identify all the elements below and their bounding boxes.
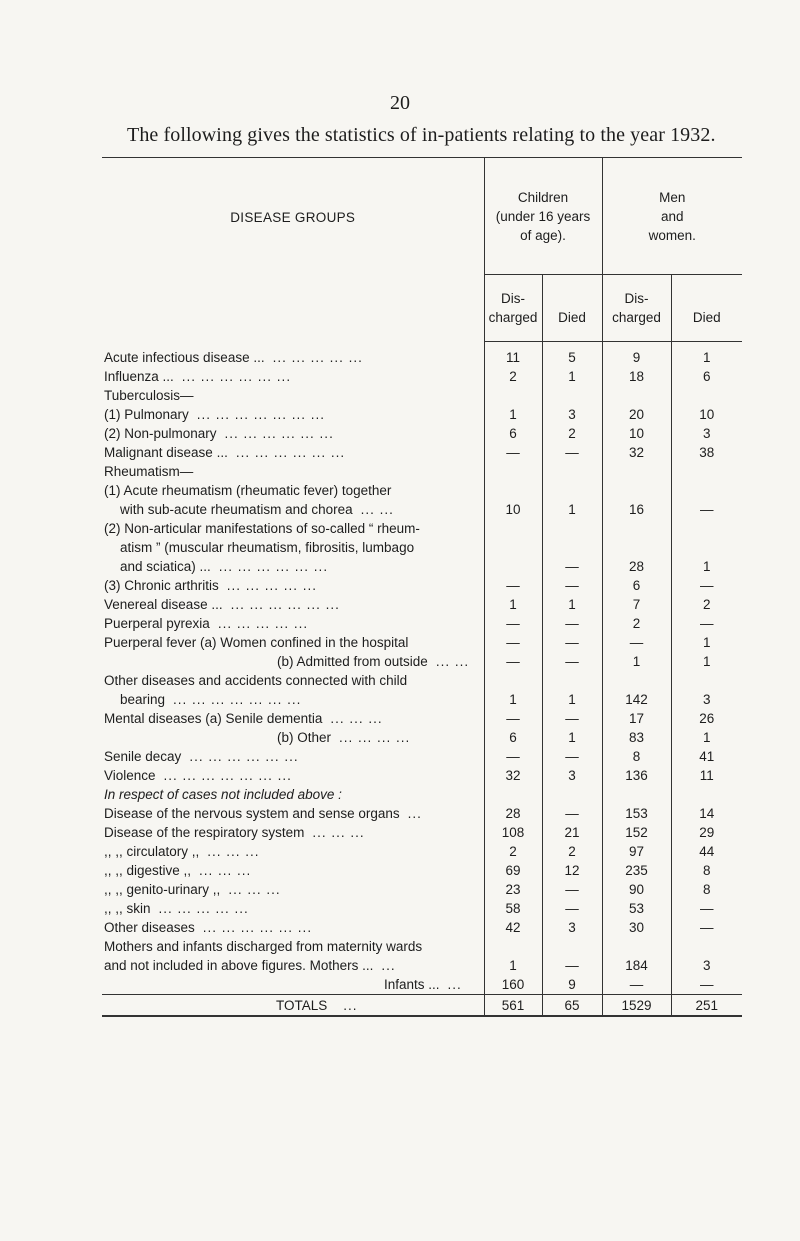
cell-adults-died: — [671,614,742,633]
cell-adults-died: 1 [671,633,742,652]
cell-adults-discharged: 1 [602,652,671,671]
row-leader-dots: ... ... ... [199,863,252,878]
cell-children-discharged [484,785,542,804]
table-row [102,462,742,481]
cell-adults-discharged: 136 [602,766,671,785]
cell-children-died: — [542,614,602,633]
row-label: and not included in above figures. Mothers ... [104,958,374,973]
cell-adults-died: — [671,500,742,519]
cell-children-discharged [484,462,542,481]
cell-children-died [542,785,602,804]
table-row [102,766,742,785]
cell-adults-died: 3 [671,424,742,443]
total-adults-died: 251 [671,995,742,1017]
row-leader-dots: ... ... ... ... ... [158,901,249,916]
row-leader-dots: ... ... ... ... ... ... ... [196,407,326,422]
cell-adults-died: 8 [671,861,742,880]
row-label: ,, ,, circulatory ,, [104,844,200,859]
cell-adults-discharged [602,519,671,538]
row-label-cell [102,614,484,633]
row-label: Puerperal fever (a) Women confined in the hospital [104,635,409,650]
cell-children-died: — [542,576,602,595]
row-label-cell [102,975,484,995]
cell-children-discharged [484,557,542,576]
row-leader-dots: ... ... ... ... ... ... [202,920,313,935]
intro-text: The following gives the statistics of in-patients relating to the year 1932. [127,124,716,146]
cell-adults-died: — [671,576,742,595]
header-adults-discharged [602,275,671,342]
cell-children-died: 2 [542,424,602,443]
cell-adults-died: 10 [671,405,742,424]
totals-row [102,995,742,1017]
cell-children-discharged: — [484,747,542,766]
row-label-cell [102,785,484,804]
row-label: (1) Acute rheumatism (rheumatic fever) together [104,483,392,498]
header-adults-discharged-line2: charged [612,309,661,325]
row-leader-dots: ... ... [360,502,394,517]
row-label-cell [102,576,484,595]
table-row [102,595,742,614]
row-label: Violence [104,768,156,783]
cell-children-died: 1 [542,367,602,386]
cell-children-died: 12 [542,861,602,880]
cell-children-died: 1 [542,690,602,709]
header-children-line1: Children [517,189,569,205]
cell-adults-died: — [671,918,742,937]
header-children-died-label: Died [558,309,586,325]
cell-adults-discharged: 18 [602,367,671,386]
row-leader-dots: ... ... ... [207,844,260,859]
row-label: (2) Non-pulmonary [104,426,217,441]
row-leader-dots: ... ... ... [228,882,281,897]
cell-adults-died [671,937,742,956]
cell-children-discharged: 1 [484,956,542,975]
row-leader-dots: ... ... [435,654,470,669]
table-row [102,614,742,633]
header-adults-discharged-line1: Dis- [624,290,649,306]
table-row [102,424,742,443]
cell-adults-discharged: 28 [602,557,671,576]
cell-adults-discharged: 235 [602,861,671,880]
total-children-discharged: 561 [484,995,542,1017]
cell-adults-died [671,462,742,481]
cell-children-died: — [542,633,602,652]
cell-adults-discharged [602,538,671,557]
row-label: ,, ,, skin [104,901,151,916]
cell-children-died: 21 [542,823,602,842]
row-label: Mental diseases (a) Senile dementia [104,711,323,726]
row-label: Rheumatism— [104,464,194,479]
row-leader-dots: ... [381,958,396,973]
cell-children-discharged: 108 [484,823,542,842]
cell-children-died [542,519,602,538]
row-leader-dots: ... ... ... ... ... ... [235,445,346,460]
header-adults-group [602,158,742,275]
table-row [102,519,742,538]
cell-children-died: — [542,956,602,975]
table-row [102,481,742,500]
cell-children-died [542,937,602,956]
cell-children-discharged: 32 [484,766,542,785]
table-row [102,538,742,557]
table-row [102,918,742,937]
header-adults-died [671,275,742,342]
cell-adults-died: — [671,975,742,995]
row-label-cell [102,804,484,823]
row-leader-dots: ... ... ... [312,825,365,840]
cell-children-discharged: — [484,633,542,652]
cell-adults-discharged [602,481,671,500]
cell-adults-discharged [602,386,671,405]
cell-children-discharged: — [484,614,542,633]
table-row [102,386,742,405]
cell-adults-died: 3 [671,690,742,709]
cell-adults-discharged: 32 [602,443,671,462]
cell-children-discharged: — [484,576,542,595]
cell-adults-died: 41 [671,747,742,766]
cell-children-discharged [484,538,542,557]
row-label: ,, ,, digestive ,, [104,863,192,878]
cell-adults-discharged [602,937,671,956]
cell-adults-died: 29 [671,823,742,842]
row-label-cell [102,538,484,557]
cell-children-discharged: 160 [484,975,542,995]
cell-children-discharged [484,481,542,500]
row-label-cell [102,557,484,576]
cell-adults-died: 1 [671,728,742,747]
row-label-cell [102,652,484,671]
cell-children-discharged: 2 [484,842,542,861]
cell-adults-discharged: 30 [602,918,671,937]
row-label: Other diseases and accidents connected with child [104,673,408,688]
cell-adults-discharged: 17 [602,709,671,728]
table-row [102,576,742,595]
cell-adults-died [671,785,742,804]
row-label-cell [102,766,484,785]
row-label-cell [102,899,484,918]
table-row [102,861,742,880]
row-label: Senile decay [104,749,182,764]
row-label: In respect of cases not included above : [104,787,342,802]
cell-children-discharged: 23 [484,880,542,899]
cell-children-discharged: — [484,443,542,462]
cell-adults-died: 44 [671,842,742,861]
row-leader-dots: ... ... ... ... ... ... [181,369,292,384]
table-row [102,842,742,861]
cell-adults-discharged: 9 [602,342,671,368]
cell-children-died [542,462,602,481]
cell-children-died: 3 [542,766,602,785]
cell-adults-discharged: 83 [602,728,671,747]
cell-children-died: — [542,709,602,728]
cell-adults-died: 14 [671,804,742,823]
cell-adults-discharged [602,671,671,690]
cell-children-discharged: 6 [484,424,542,443]
header-children-line3: of age). [520,227,566,243]
cell-children-discharged: — [484,652,542,671]
row-leader-dots: ... ... ... ... ... ... [218,559,329,574]
cell-adults-died: 38 [671,443,742,462]
cell-adults-discharged: 97 [602,842,671,861]
cell-adults-discharged: 153 [602,804,671,823]
row-label-cell [102,842,484,861]
row-label: Acute infectious disease ... [104,349,265,365]
cell-adults-died: 2 [671,595,742,614]
row-label-cell [102,861,484,880]
table-row [102,899,742,918]
row-label-cell [102,405,484,424]
cell-children-died: 1 [542,500,602,519]
cell-children-died [542,538,602,557]
totals-label-cell [102,995,484,1017]
cell-children-died: 1 [542,728,602,747]
row-label-cell [102,386,484,405]
row-label: (3) Chronic arthritis [104,578,219,593]
cell-children-discharged [484,937,542,956]
cell-children-died: — [542,443,602,462]
table-row [102,367,742,386]
cell-children-died [542,671,602,690]
cell-children-died: — [542,899,602,918]
row-label: (b) Other [277,730,332,745]
cell-children-died [542,481,602,500]
table-row [102,975,742,995]
cell-adults-died: 1 [671,557,742,576]
cell-adults-died [671,519,742,538]
cell-adults-discharged: 10 [602,424,671,443]
cell-children-died: — [542,652,602,671]
cell-adults-discharged: — [602,975,671,995]
row-label-cell [102,918,484,937]
row-label-cell [102,671,484,690]
totals-leader-dots: ... [343,997,358,1013]
row-label: Disease of the respiratory system [104,825,305,840]
cell-children-died: 9 [542,975,602,995]
table-row [102,823,742,842]
table-row [102,342,742,368]
cell-adults-discharged: 2 [602,614,671,633]
row-leader-dots: ... ... ... ... ... ... ... [163,768,292,783]
row-leader-dots: ... ... ... ... [339,730,411,745]
cell-children-discharged: 28 [484,804,542,823]
row-leader-dots: ... ... ... ... ... [226,578,318,593]
row-label: Venereal disease ... [104,597,223,612]
row-label-cell [102,937,484,956]
cell-children-died: — [542,747,602,766]
cell-children-discharged: — [484,709,542,728]
row-label: (b) Admitted from outside [277,654,428,669]
row-leader-dots: ... ... ... ... ... [217,616,309,631]
table-row [102,633,742,652]
row-label-cell [102,880,484,899]
header-disease-groups: DISEASE GROUPS [102,158,484,342]
header-children-discharged-line1: Dis- [501,290,525,306]
row-label: ,, ,, genito-urinary ,, [104,882,221,897]
inpatient-statistics-table [102,157,742,1017]
row-label-cell [102,342,484,368]
row-leader-dots: ... ... ... ... ... ... [224,426,334,441]
cell-adults-died [671,386,742,405]
row-label: Infants ... [384,977,440,992]
cell-children-died: — [542,557,602,576]
row-label: Mothers and infants discharged from maternity wards [104,939,423,954]
row-leader-dots: ... [407,806,422,821]
row-label: and sciatica) ... [120,559,211,574]
row-label-cell [102,519,484,538]
row-label: Puerperal pyrexia [104,616,210,631]
cell-adults-discharged: 152 [602,823,671,842]
cell-children-died [542,386,602,405]
cell-children-died: — [542,880,602,899]
cell-children-discharged: 58 [484,899,542,918]
row-label-cell [102,709,484,728]
cell-adults-discharged: 184 [602,956,671,975]
page-number: 20 [390,92,410,114]
table-row [102,405,742,424]
table-row [102,785,742,804]
cell-adults-discharged [602,462,671,481]
cell-adults-died: — [671,899,742,918]
cell-adults-died [671,671,742,690]
header-adults-line3: women. [648,227,696,243]
cell-adults-died: 11 [671,766,742,785]
row-leader-dots: ... ... ... ... ... ... ... [173,692,302,707]
cell-children-discharged: 1 [484,595,542,614]
cell-adults-died: 1 [671,652,742,671]
total-adults-discharged: 1529 [602,995,671,1017]
cell-children-discharged: 2 [484,367,542,386]
table-row [102,500,742,519]
cell-children-died: 2 [542,842,602,861]
cell-children-died: 3 [542,405,602,424]
cell-adults-died: 8 [671,880,742,899]
cell-children-discharged: 1 [484,690,542,709]
cell-adults-discharged: 90 [602,880,671,899]
cell-children-discharged: 1 [484,405,542,424]
row-label: Tuberculosis— [104,388,194,403]
table-row [102,747,742,766]
cell-adults-died: 6 [671,367,742,386]
cell-adults-discharged: 20 [602,405,671,424]
row-label: atism ” (muscular rheumatism, fibrositis, lumbago [120,540,415,555]
cell-adults-discharged: 142 [602,690,671,709]
cell-children-discharged: 42 [484,918,542,937]
cell-children-died: 3 [542,918,602,937]
row-label: with sub-acute rheumatism and chorea [120,502,353,517]
row-label-cell [102,728,484,747]
row-label-cell [102,500,484,519]
row-leader-dots: ... ... ... [330,711,383,726]
table-row [102,690,742,709]
table-row [102,443,742,462]
table-row [102,652,742,671]
header-children-line2: (under 16 years [495,208,591,224]
cell-adults-discharged: 16 [602,500,671,519]
cell-children-discharged: 6 [484,728,542,747]
cell-adults-died: 26 [671,709,742,728]
row-leader-dots: ... ... ... ... ... [272,349,363,365]
table-row [102,880,742,899]
table-header [102,158,742,342]
header-adults-line1: Men [659,189,686,205]
cell-adults-discharged [602,785,671,804]
row-label: (1) Pulmonary [104,407,189,422]
header-adults-line2: and [660,208,684,224]
totals-label: TOTALS [276,997,328,1013]
table-row [102,557,742,576]
cell-children-discharged: 10 [484,500,542,519]
row-leader-dots: ... ... ... ... ... ... [230,597,340,612]
cell-children-died: 5 [542,342,602,368]
table-body [102,342,742,1017]
row-label-cell [102,424,484,443]
cell-adults-discharged: 53 [602,899,671,918]
cell-adults-died [671,481,742,500]
header-children-died [542,275,602,342]
cell-children-discharged: 69 [484,861,542,880]
row-label-cell [102,595,484,614]
cell-children-discharged [484,386,542,405]
total-children-died: 65 [542,995,602,1017]
cell-adults-discharged: 6 [602,576,671,595]
cell-children-died: 1 [542,595,602,614]
table-row [102,956,742,975]
row-label-cell [102,462,484,481]
table-row [102,804,742,823]
header-adults-died-label: Died [692,309,721,325]
row-label: Other diseases [104,920,195,935]
cell-adults-died [671,538,742,557]
row-label: (2) Non-articular manifestations of so-called “ rheum- [104,521,420,536]
row-label: bearing [120,692,166,707]
header-children-discharged [484,275,542,342]
row-label-cell [102,747,484,766]
cell-adults-died: 3 [671,956,742,975]
row-leader-dots: ... [447,977,462,992]
cell-adults-discharged: 7 [602,595,671,614]
row-label: Malignant disease ... [104,445,228,460]
cell-children-discharged: 11 [484,342,542,368]
cell-adults-died: 1 [671,342,742,368]
row-label-cell [102,956,484,975]
header-children-discharged-line2: charged [488,309,538,325]
table-row [102,671,742,690]
row-label-cell [102,481,484,500]
table-row [102,709,742,728]
row-label-cell [102,367,484,386]
cell-children-died: — [542,804,602,823]
header-children-group [484,158,602,275]
row-label-cell [102,690,484,709]
row-label: Disease of the nervous system and sense organs [104,806,400,821]
row-label-cell [102,823,484,842]
row-label-cell [102,633,484,652]
table-row [102,728,742,747]
cell-children-discharged [484,671,542,690]
cell-children-discharged [484,519,542,538]
row-leader-dots: ... ... ... ... ... ... [189,749,299,764]
row-label: Influenza ... [104,369,174,384]
table-row [102,937,742,956]
cell-adults-discharged: 8 [602,747,671,766]
row-label-cell [102,443,484,462]
cell-adults-discharged: — [602,633,671,652]
